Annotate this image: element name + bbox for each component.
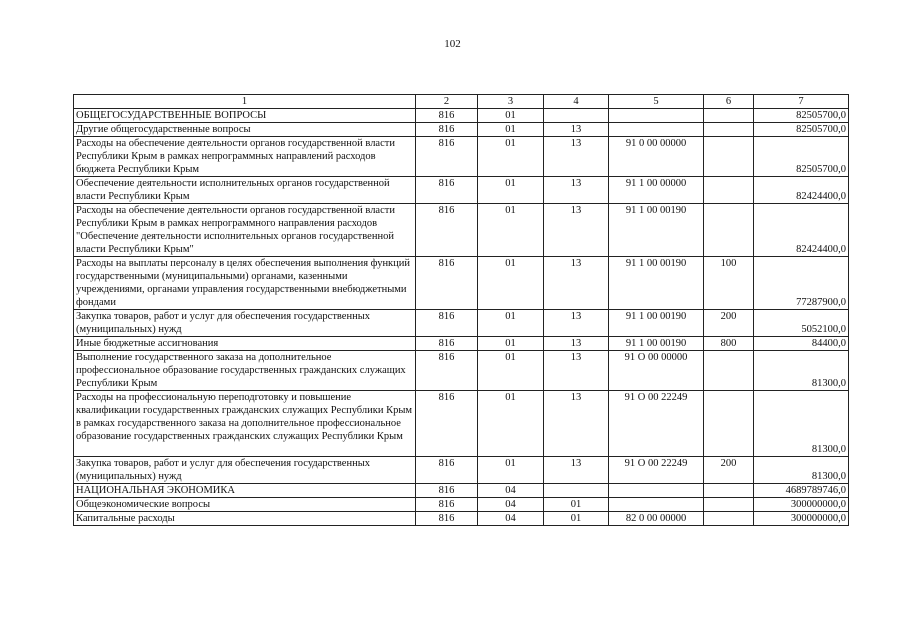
row-name-cell: Обеспечение деятельности исполнительных органов государственной власти Республики Крым — [74, 177, 416, 204]
header-cell-5: 5 — [609, 95, 704, 109]
amount-cell: 82424400,0 — [754, 177, 849, 204]
target-article-cell — [609, 123, 704, 137]
section-code-cell: 01 — [478, 137, 544, 177]
expense-type-cell: 200 — [704, 310, 754, 337]
expense-type-cell — [704, 109, 754, 123]
section-code-cell: 04 — [478, 512, 544, 526]
row-name-cell: НАЦИОНАЛЬНАЯ ЭКОНОМИКА — [74, 484, 416, 498]
table-body — [74, 109, 849, 526]
table-row — [74, 177, 849, 204]
subsection-code-cell: 13 — [544, 123, 609, 137]
header-cell-7: 7 — [754, 95, 849, 109]
expense-type-cell: 200 — [704, 457, 754, 484]
header-cell-3: 3 — [478, 95, 544, 109]
section-code-cell: 01 — [478, 337, 544, 351]
ministry-code-cell: 816 — [416, 391, 478, 457]
amount-cell: 81300,0 — [754, 351, 849, 391]
subsection-code-cell: 13 — [544, 137, 609, 177]
expense-type-cell — [704, 351, 754, 391]
table-row — [74, 204, 849, 257]
subsection-code-cell: 01 — [544, 498, 609, 512]
target-article-cell: 91 1 00 00190 — [609, 257, 704, 310]
subsection-code-cell: 13 — [544, 257, 609, 310]
row-name-cell: Капитальные расходы — [74, 512, 416, 526]
target-article-cell: 91 О 00 00000 — [609, 351, 704, 391]
section-code-cell: 01 — [478, 310, 544, 337]
expense-type-cell — [704, 484, 754, 498]
ministry-code-cell: 816 — [416, 498, 478, 512]
header-cell-6: 6 — [704, 95, 754, 109]
expense-type-cell — [704, 137, 754, 177]
ministry-code-cell: 816 — [416, 177, 478, 204]
row-name-cell: Расходы на выплаты персоналу в целях обеспечения выполнения функций государственными (муниципальными) органами, казенными учреждениями, органами управления государственными внебюджетными фондами — [74, 257, 416, 310]
ministry-code-cell: 816 — [416, 204, 478, 257]
amount-cell: 82505700,0 — [754, 109, 849, 123]
expense-type-cell: 800 — [704, 337, 754, 351]
table-row — [74, 457, 849, 484]
target-article-cell: 91 1 00 00190 — [609, 337, 704, 351]
target-article-cell — [609, 484, 704, 498]
ministry-code-cell: 816 — [416, 512, 478, 526]
target-article-cell: 91 1 00 00190 — [609, 310, 704, 337]
section-code-cell: 01 — [478, 457, 544, 484]
header-cell-1: 1 — [74, 95, 416, 109]
row-name-cell: Другие общегосударственные вопросы — [74, 123, 416, 137]
row-name-cell: ОБЩЕГОСУДАРСТВЕННЫЕ ВОПРОСЫ — [74, 109, 416, 123]
ministry-code-cell: 816 — [416, 484, 478, 498]
target-article-cell: 91 1 00 00190 — [609, 204, 704, 257]
amount-cell: 300000000,0 — [754, 498, 849, 512]
row-name-cell: Расходы на профессиональную переподготовку и повышение квалификации государственных гражданских служащих Республики Крым в рамках государственного заказа на дополнительное профессиональное образование государственных гражданских служащих Республики Крым — [74, 391, 416, 457]
table-row — [74, 123, 849, 137]
row-name-cell: Закупка товаров, работ и услуг для обеспечения государственных (муниципальных) нужд — [74, 457, 416, 484]
table-row — [74, 137, 849, 177]
subsection-code-cell: 13 — [544, 457, 609, 484]
ministry-code-cell: 816 — [416, 351, 478, 391]
table-row — [74, 337, 849, 351]
subsection-code-cell: 01 — [544, 512, 609, 526]
section-code-cell: 01 — [478, 123, 544, 137]
expense-type-cell — [704, 123, 754, 137]
expense-type-cell — [704, 204, 754, 257]
table-row — [74, 109, 849, 123]
ministry-code-cell: 816 — [416, 137, 478, 177]
row-name-cell: Закупка товаров, работ и услуг для обеспечения государственных (муниципальных) нужд — [74, 310, 416, 337]
header-cell-2: 2 — [416, 95, 478, 109]
target-article-cell — [609, 109, 704, 123]
ministry-code-cell: 816 — [416, 109, 478, 123]
subsection-code-cell: 13 — [544, 204, 609, 257]
ministry-code-cell: 816 — [416, 257, 478, 310]
table-row — [74, 351, 849, 391]
target-article-cell: 82 0 00 00000 — [609, 512, 704, 526]
row-name-cell: Расходы на обеспечение деятельности органов государственной власти Республики Крым в рамках непрограммного направления расходов "Обеспечение деятельности исполнительных органов государственной власти Республики Крым" — [74, 204, 416, 257]
expense-type-cell — [704, 391, 754, 457]
section-code-cell: 01 — [478, 351, 544, 391]
subsection-code-cell — [544, 109, 609, 123]
subsection-code-cell: 13 — [544, 310, 609, 337]
target-article-cell: 91 0 00 00000 — [609, 137, 704, 177]
subsection-code-cell: 13 — [544, 391, 609, 457]
section-code-cell: 04 — [478, 498, 544, 512]
expense-type-cell — [704, 498, 754, 512]
expense-type-cell — [704, 177, 754, 204]
amount-cell: 84400,0 — [754, 337, 849, 351]
section-code-cell: 01 — [478, 391, 544, 457]
amount-cell: 81300,0 — [754, 391, 849, 457]
amount-cell: 4689789746,0 — [754, 484, 849, 498]
header-cell-4: 4 — [544, 95, 609, 109]
row-name-cell: Выполнение государственного заказа на дополнительное профессиональное образование государственных гражданских служащих Республики Крым — [74, 351, 416, 391]
subsection-code-cell: 13 — [544, 351, 609, 391]
expense-type-cell — [704, 512, 754, 526]
section-code-cell: 01 — [478, 109, 544, 123]
section-code-cell: 01 — [478, 204, 544, 257]
amount-cell: 82505700,0 — [754, 137, 849, 177]
section-code-cell: 04 — [478, 484, 544, 498]
table-row — [74, 310, 849, 337]
amount-cell: 82505700,0 — [754, 123, 849, 137]
ministry-code-cell: 816 — [416, 123, 478, 137]
target-article-cell: 91 О 00 22249 — [609, 457, 704, 484]
table-row — [74, 512, 849, 526]
expense-type-cell: 100 — [704, 257, 754, 310]
table-row — [74, 257, 849, 310]
ministry-code-cell: 816 — [416, 310, 478, 337]
section-code-cell: 01 — [478, 257, 544, 310]
amount-cell: 82424400,0 — [754, 204, 849, 257]
page-number: 102 — [444, 38, 461, 50]
amount-cell: 300000000,0 — [754, 512, 849, 526]
section-code-cell: 01 — [478, 177, 544, 204]
header-row — [74, 95, 849, 109]
ministry-code-cell: 816 — [416, 457, 478, 484]
target-article-cell — [609, 498, 704, 512]
amount-cell: 77287900,0 — [754, 257, 849, 310]
row-name-cell: Иные бюджетные ассигнования — [74, 337, 416, 351]
table-row — [74, 484, 849, 498]
table-row — [74, 391, 849, 457]
row-name-cell: Общеэкономические вопросы — [74, 498, 416, 512]
table-row — [74, 498, 849, 512]
row-name-cell: Расходы на обеспечение деятельности органов государственной власти Республики Крым в рамках непрограммных направлений расходов бюджета Республики Крым — [74, 137, 416, 177]
amount-cell: 5052100,0 — [754, 310, 849, 337]
subsection-code-cell: 13 — [544, 337, 609, 351]
target-article-cell: 91 1 00 00000 — [609, 177, 704, 204]
target-article-cell: 91 О 00 22249 — [609, 391, 704, 457]
ministry-code-cell: 816 — [416, 337, 478, 351]
budget-table — [73, 94, 849, 526]
subsection-code-cell — [544, 484, 609, 498]
amount-cell: 81300,0 — [754, 457, 849, 484]
subsection-code-cell: 13 — [544, 177, 609, 204]
